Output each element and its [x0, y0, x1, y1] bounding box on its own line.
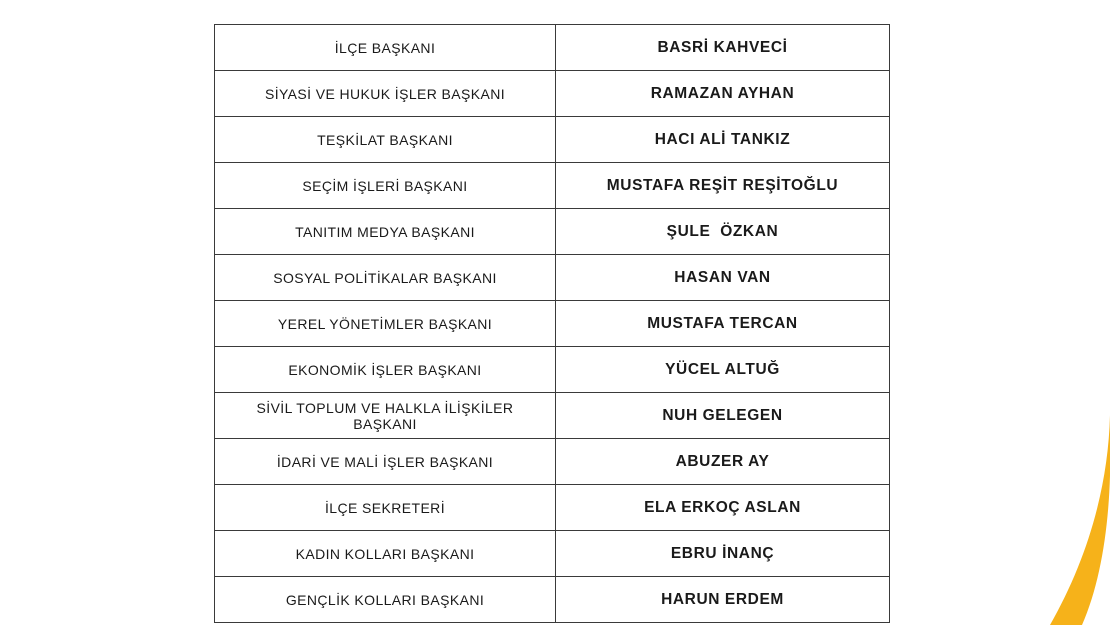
role-cell: GENÇLİK KOLLARI BAŞKANI	[215, 577, 556, 623]
table-row	[215, 347, 890, 393]
role-cell: EKONOMİK İŞLER BAŞKANI	[215, 347, 556, 393]
name-cell: ABUZER AY	[556, 439, 890, 485]
decorative-swoosh	[1020, 395, 1110, 625]
table-row	[215, 577, 890, 623]
roster-table	[214, 24, 890, 623]
swoosh-shape	[1050, 395, 1110, 625]
name-cell: HASAN VAN	[556, 255, 890, 301]
table-row	[215, 117, 890, 163]
table-row	[215, 485, 890, 531]
table-row	[215, 209, 890, 255]
name-cell: EBRU İNANÇ	[556, 531, 890, 577]
role-cell: TEŞKİLAT BAŞKANI	[215, 117, 556, 163]
role-cell: YEREL YÖNETİMLER BAŞKANI	[215, 301, 556, 347]
role-cell: SEÇİM İŞLERİ BAŞKANI	[215, 163, 556, 209]
role-cell: İLÇE BAŞKANI	[215, 25, 556, 71]
name-cell: BASRİ KAHVECİ	[556, 25, 890, 71]
name-cell: HACI ALİ TANKIZ	[556, 117, 890, 163]
name-cell: RAMAZAN AYHAN	[556, 71, 890, 117]
table-row	[215, 531, 890, 577]
name-cell: ŞULE ÖZKAN	[556, 209, 890, 255]
name-cell: ELA ERKOÇ ASLAN	[556, 485, 890, 531]
roster-body	[215, 25, 890, 623]
role-cell: SİYASİ VE HUKUK İŞLER BAŞKANI	[215, 71, 556, 117]
role-cell: İDARİ VE MALİ İŞLER BAŞKANI	[215, 439, 556, 485]
role-cell: SOSYAL POLİTİKALAR BAŞKANI	[215, 255, 556, 301]
table-row	[215, 255, 890, 301]
table-row	[215, 301, 890, 347]
table-row	[215, 163, 890, 209]
name-cell: NUH GELEGEN	[556, 393, 890, 439]
role-cell: İLÇE SEKRETERİ	[215, 485, 556, 531]
role-cell: TANITIM MEDYA BAŞKANI	[215, 209, 556, 255]
role-cell: KADIN KOLLARI BAŞKANI	[215, 531, 556, 577]
name-cell: YÜCEL ALTUĞ	[556, 347, 890, 393]
name-cell: MUSTAFA REŞİT REŞİTOĞLU	[556, 163, 890, 209]
role-cell: SİVİL TOPLUM VE HALKLA İLİŞKİLER BAŞKANI	[215, 393, 556, 439]
table-row	[215, 25, 890, 71]
table-row	[215, 393, 890, 439]
table-row	[215, 71, 890, 117]
table-row	[215, 439, 890, 485]
name-cell: HARUN ERDEM	[556, 577, 890, 623]
name-cell: MUSTAFA TERCAN	[556, 301, 890, 347]
